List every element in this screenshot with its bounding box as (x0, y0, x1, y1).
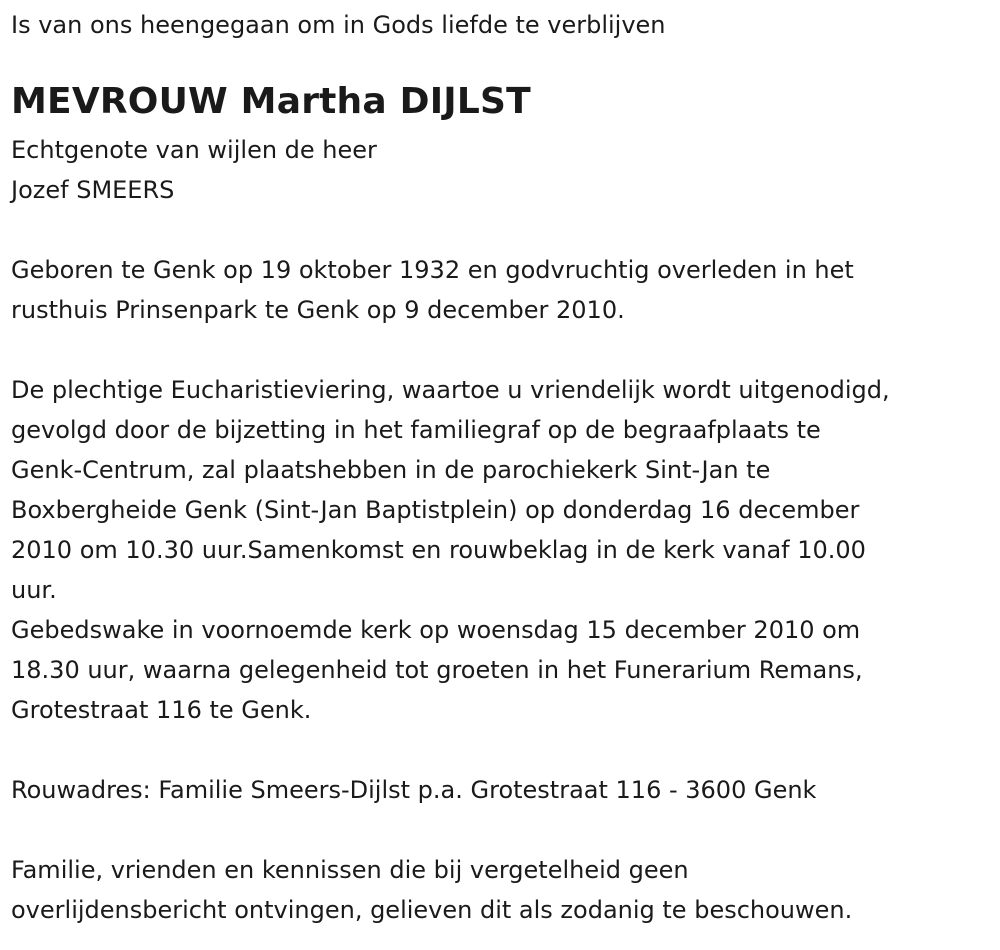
mourning-address: Rouwadres: Familie Smeers-Dijlst p.a. Grotestraat 116 - 3600 Genk (11, 776, 817, 804)
ceremony-line: Genk-Centrum, zal plaatshebben in de parochiekerk Sint-Jan te (11, 456, 771, 484)
vigil-line: Grotestraat 116 te Genk. (11, 696, 312, 724)
ceremony-line: uur. (11, 576, 57, 604)
spacer (11, 210, 996, 250)
closing-paragraph (11, 850, 996, 930)
spacer (11, 730, 996, 770)
deceased-name: MEVROUW Martha DIJLST (11, 81, 531, 122)
ceremony-line: 2010 om 10.30 uur.Samenkomst en rouwbeklag in de kerk vanaf 10.00 (11, 536, 866, 564)
birth-death-line: Geboren te Genk op 19 oktober 1932 en godvruchtig overleden in het (11, 256, 854, 284)
spouse-line: Echtgenote van wijlen de heer (11, 136, 377, 164)
intro-text: Is van ons heengegaan om in Gods liefde te verblijven (11, 11, 666, 39)
closing-line: overlijdensbericht ontvingen, gelieven dit als zodanig te beschouwen. (11, 896, 853, 924)
birth-death-paragraph (11, 250, 996, 330)
death-notice (11, 0, 996, 930)
spouse-paragraph (11, 130, 996, 210)
spouse-name-line: Jozef SMEERS (11, 176, 175, 204)
ceremony-line: Boxbergheide Genk (Sint-Jan Baptistplein) op donderdag 16 december (11, 496, 860, 524)
spacer (11, 810, 996, 850)
ceremony-line: gevolgd door de bijzetting in het familiegraf op de begraafplaats te (11, 416, 821, 444)
vigil-line: 18.30 uur, waarna gelegenheid tot groeten in het Funerarium Remans, (11, 656, 863, 684)
ceremony-paragraph (11, 370, 996, 730)
vigil-line: Gebedswake in voornoemde kerk op woensdag 15 december 2010 om (11, 616, 861, 644)
ceremony-line: De plechtige Eucharistieviering, waartoe u vriendelijk wordt uitgenodigd, (11, 376, 890, 404)
spacer (11, 330, 996, 370)
closing-line: Familie, vrienden en kennissen die bij vergetelheid geen (11, 856, 689, 884)
birth-death-line: rusthuis Prinsenpark te Genk op 9 december 2010. (11, 296, 625, 324)
